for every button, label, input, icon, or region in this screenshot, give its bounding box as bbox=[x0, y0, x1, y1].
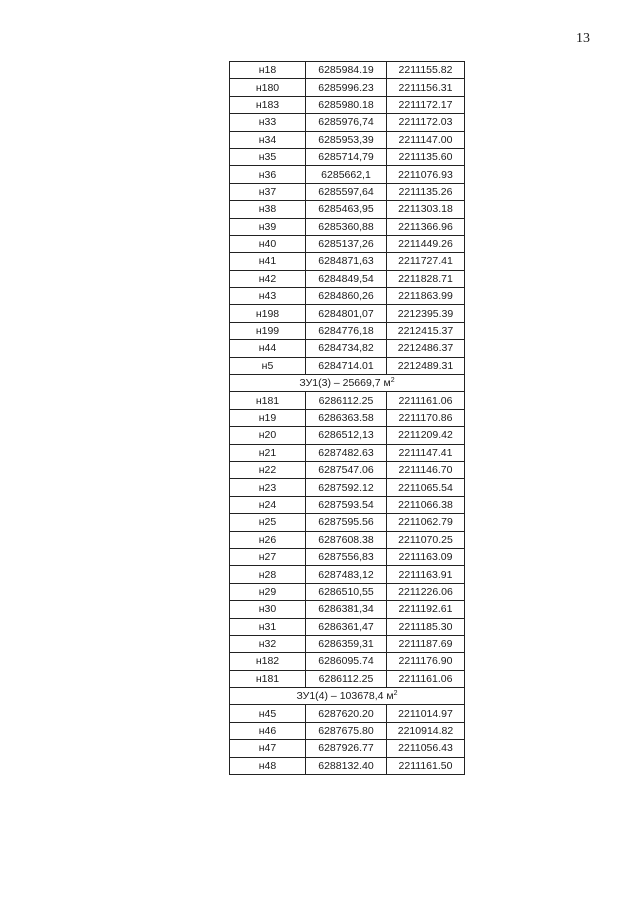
y-coordinate-cell: 2211155.82 bbox=[387, 62, 465, 79]
point-name-cell: н48 bbox=[230, 757, 306, 774]
y-coordinate-cell: 2212395.39 bbox=[387, 305, 465, 322]
x-coordinate-cell: 6284801,07 bbox=[306, 305, 387, 322]
y-coordinate-cell: 2211187.69 bbox=[387, 635, 465, 652]
table-row bbox=[230, 427, 465, 444]
y-coordinate-cell: 2211163.09 bbox=[387, 548, 465, 565]
point-name-cell: н29 bbox=[230, 583, 306, 600]
y-coordinate-cell: 2210914.82 bbox=[387, 722, 465, 739]
point-name-cell: н32 bbox=[230, 635, 306, 652]
x-coordinate-cell: 6286359,31 bbox=[306, 635, 387, 652]
point-name-cell: н28 bbox=[230, 566, 306, 583]
point-name-cell: н33 bbox=[230, 114, 306, 131]
section-header-row bbox=[230, 688, 465, 705]
x-coordinate-cell: 6288132.40 bbox=[306, 757, 387, 774]
point-name-cell: н42 bbox=[230, 270, 306, 287]
table-row bbox=[230, 461, 465, 478]
y-coordinate-cell: 2211727.41 bbox=[387, 253, 465, 270]
point-name-cell: н181 bbox=[230, 670, 306, 687]
table-row bbox=[230, 635, 465, 652]
table-row bbox=[230, 653, 465, 670]
x-coordinate-cell: 6286095.74 bbox=[306, 653, 387, 670]
x-coordinate-cell: 6287595.56 bbox=[306, 514, 387, 531]
y-coordinate-cell: 2211185.30 bbox=[387, 618, 465, 635]
y-coordinate-cell: 2211161.50 bbox=[387, 757, 465, 774]
y-coordinate-cell: 2211076.93 bbox=[387, 166, 465, 183]
point-name-cell: н24 bbox=[230, 496, 306, 513]
table-row bbox=[230, 583, 465, 600]
y-coordinate-cell: 2211062.79 bbox=[387, 514, 465, 531]
x-coordinate-cell: 6287547.06 bbox=[306, 461, 387, 478]
table-row bbox=[230, 79, 465, 96]
y-coordinate-cell: 2211066.38 bbox=[387, 496, 465, 513]
table-row bbox=[230, 166, 465, 183]
table-row bbox=[230, 62, 465, 79]
section-unit-superscript: 2 bbox=[393, 690, 398, 698]
x-coordinate-cell: 6285980.18 bbox=[306, 96, 387, 113]
y-coordinate-cell: 2211366.96 bbox=[387, 218, 465, 235]
y-coordinate-cell: 2211163.91 bbox=[387, 566, 465, 583]
point-name-cell: н47 bbox=[230, 740, 306, 757]
table-row bbox=[230, 670, 465, 687]
point-name-cell: н181 bbox=[230, 392, 306, 409]
point-name-cell: н23 bbox=[230, 479, 306, 496]
point-name-cell: н41 bbox=[230, 253, 306, 270]
point-name-cell: н199 bbox=[230, 322, 306, 339]
x-coordinate-cell: 6285662,1 bbox=[306, 166, 387, 183]
x-coordinate-cell: 6285996.23 bbox=[306, 79, 387, 96]
table-row bbox=[230, 340, 465, 357]
table-row bbox=[230, 235, 465, 252]
section-header-cell bbox=[230, 375, 465, 392]
point-name-cell: н183 bbox=[230, 96, 306, 113]
table-row bbox=[230, 705, 465, 722]
point-name-cell: н18 bbox=[230, 62, 306, 79]
point-name-cell: н43 bbox=[230, 288, 306, 305]
y-coordinate-cell: 2211161.06 bbox=[387, 670, 465, 687]
y-coordinate-cell: 2211146.70 bbox=[387, 461, 465, 478]
point-name-cell: н180 bbox=[230, 79, 306, 96]
section-label: ЗУ1(4) – 103678,4 м bbox=[296, 690, 394, 703]
point-name-cell: н39 bbox=[230, 218, 306, 235]
x-coordinate-cell: 6286512,13 bbox=[306, 427, 387, 444]
y-coordinate-cell: 2211192.61 bbox=[387, 601, 465, 618]
y-coordinate-cell: 2211014.97 bbox=[387, 705, 465, 722]
y-coordinate-cell: 2211135.60 bbox=[387, 148, 465, 165]
x-coordinate-cell: 6285137,26 bbox=[306, 235, 387, 252]
point-name-cell: н5 bbox=[230, 357, 306, 374]
x-coordinate-cell: 6287675.80 bbox=[306, 722, 387, 739]
table-row bbox=[230, 757, 465, 774]
x-coordinate-cell: 6287620.20 bbox=[306, 705, 387, 722]
table-row bbox=[230, 201, 465, 218]
point-name-cell: н34 bbox=[230, 131, 306, 148]
y-coordinate-cell: 2212486.37 bbox=[387, 340, 465, 357]
x-coordinate-cell: 6286112.25 bbox=[306, 670, 387, 687]
section-header-cell bbox=[230, 688, 465, 705]
x-coordinate-cell: 6286363.58 bbox=[306, 409, 387, 426]
y-coordinate-cell: 2212415.37 bbox=[387, 322, 465, 339]
x-coordinate-cell: 6286381,34 bbox=[306, 601, 387, 618]
coordinates-table bbox=[229, 61, 465, 775]
y-coordinate-cell: 2211209.42 bbox=[387, 427, 465, 444]
y-coordinate-cell: 2211147.00 bbox=[387, 131, 465, 148]
y-coordinate-cell: 2211176.90 bbox=[387, 653, 465, 670]
table-row bbox=[230, 392, 465, 409]
x-coordinate-cell: 6287556,83 bbox=[306, 548, 387, 565]
table-row bbox=[230, 409, 465, 426]
point-name-cell: н40 bbox=[230, 235, 306, 252]
point-name-cell: н45 bbox=[230, 705, 306, 722]
y-coordinate-cell: 2211161.06 bbox=[387, 392, 465, 409]
x-coordinate-cell: 6284776,18 bbox=[306, 322, 387, 339]
point-name-cell: н31 bbox=[230, 618, 306, 635]
point-name-cell: н37 bbox=[230, 183, 306, 200]
x-coordinate-cell: 6285953,39 bbox=[306, 131, 387, 148]
table-row bbox=[230, 722, 465, 739]
x-coordinate-cell: 6285714,79 bbox=[306, 148, 387, 165]
table-row bbox=[230, 114, 465, 131]
x-coordinate-cell: 6284734,82 bbox=[306, 340, 387, 357]
table-row bbox=[230, 479, 465, 496]
table-row bbox=[230, 357, 465, 374]
y-coordinate-cell: 2211135.26 bbox=[387, 183, 465, 200]
x-coordinate-cell: 6287483,12 bbox=[306, 566, 387, 583]
table-row bbox=[230, 305, 465, 322]
y-coordinate-cell: 2211156.31 bbox=[387, 79, 465, 96]
table-row bbox=[230, 548, 465, 565]
point-name-cell: н36 bbox=[230, 166, 306, 183]
point-name-cell: н30 bbox=[230, 601, 306, 618]
point-name-cell: н19 bbox=[230, 409, 306, 426]
table-row bbox=[230, 148, 465, 165]
point-name-cell: н198 bbox=[230, 305, 306, 322]
x-coordinate-cell: 6285984.19 bbox=[306, 62, 387, 79]
y-coordinate-cell: 2211147.41 bbox=[387, 444, 465, 461]
y-coordinate-cell: 2211828.71 bbox=[387, 270, 465, 287]
table-row bbox=[230, 531, 465, 548]
table-row bbox=[230, 514, 465, 531]
table-row bbox=[230, 322, 465, 339]
x-coordinate-cell: 6287482.63 bbox=[306, 444, 387, 461]
y-coordinate-cell: 2211863.99 bbox=[387, 288, 465, 305]
coordinates-table-body bbox=[230, 62, 465, 775]
table-row bbox=[230, 131, 465, 148]
y-coordinate-cell: 2211170.86 bbox=[387, 409, 465, 426]
table-row bbox=[230, 496, 465, 513]
point-name-cell: н20 bbox=[230, 427, 306, 444]
table-row bbox=[230, 288, 465, 305]
y-coordinate-cell: 2211172.03 bbox=[387, 114, 465, 131]
y-coordinate-cell: 2211226.06 bbox=[387, 583, 465, 600]
table-row bbox=[230, 566, 465, 583]
y-coordinate-cell: 2211065.54 bbox=[387, 479, 465, 496]
x-coordinate-cell: 6284871,63 bbox=[306, 253, 387, 270]
x-coordinate-cell: 6285976,74 bbox=[306, 114, 387, 131]
y-coordinate-cell: 2211303.18 bbox=[387, 201, 465, 218]
x-coordinate-cell: 6285360,88 bbox=[306, 218, 387, 235]
x-coordinate-cell: 6287592.12 bbox=[306, 479, 387, 496]
x-coordinate-cell: 6286510,55 bbox=[306, 583, 387, 600]
y-coordinate-cell: 2211056.43 bbox=[387, 740, 465, 757]
table-row bbox=[230, 740, 465, 757]
table-row bbox=[230, 218, 465, 235]
y-coordinate-cell: 2211172.17 bbox=[387, 96, 465, 113]
point-name-cell: н25 bbox=[230, 514, 306, 531]
x-coordinate-cell: 6287926.77 bbox=[306, 740, 387, 757]
point-name-cell: н22 bbox=[230, 461, 306, 478]
table-row bbox=[230, 270, 465, 287]
table-row bbox=[230, 96, 465, 113]
x-coordinate-cell: 6286112.25 bbox=[306, 392, 387, 409]
section-label: ЗУ1(3) – 25669,7 м bbox=[299, 377, 391, 390]
point-name-cell: н35 bbox=[230, 148, 306, 165]
x-coordinate-cell: 6285463,95 bbox=[306, 201, 387, 218]
x-coordinate-cell: 6285597,64 bbox=[306, 183, 387, 200]
section-header-row bbox=[230, 375, 465, 392]
point-name-cell: н46 bbox=[230, 722, 306, 739]
table-row bbox=[230, 618, 465, 635]
table-row bbox=[230, 601, 465, 618]
point-name-cell: н44 bbox=[230, 340, 306, 357]
point-name-cell: н21 bbox=[230, 444, 306, 461]
x-coordinate-cell: 6284849,54 bbox=[306, 270, 387, 287]
point-name-cell: н27 bbox=[230, 548, 306, 565]
y-coordinate-cell: 2211449.26 bbox=[387, 235, 465, 252]
y-coordinate-cell: 2212489.31 bbox=[387, 357, 465, 374]
x-coordinate-cell: 6287593.54 bbox=[306, 496, 387, 513]
point-name-cell: н38 bbox=[230, 201, 306, 218]
x-coordinate-cell: 6287608.38 bbox=[306, 531, 387, 548]
point-name-cell: н182 bbox=[230, 653, 306, 670]
point-name-cell: н26 bbox=[230, 531, 306, 548]
table-row bbox=[230, 253, 465, 270]
y-coordinate-cell: 2211070.25 bbox=[387, 531, 465, 548]
x-coordinate-cell: 6284860,26 bbox=[306, 288, 387, 305]
section-unit-superscript: 2 bbox=[390, 377, 395, 385]
table-row bbox=[230, 183, 465, 200]
table-row bbox=[230, 444, 465, 461]
x-coordinate-cell: 6286361,47 bbox=[306, 618, 387, 635]
x-coordinate-cell: 6284714.01 bbox=[306, 357, 387, 374]
page-number: 13 bbox=[576, 31, 590, 46]
